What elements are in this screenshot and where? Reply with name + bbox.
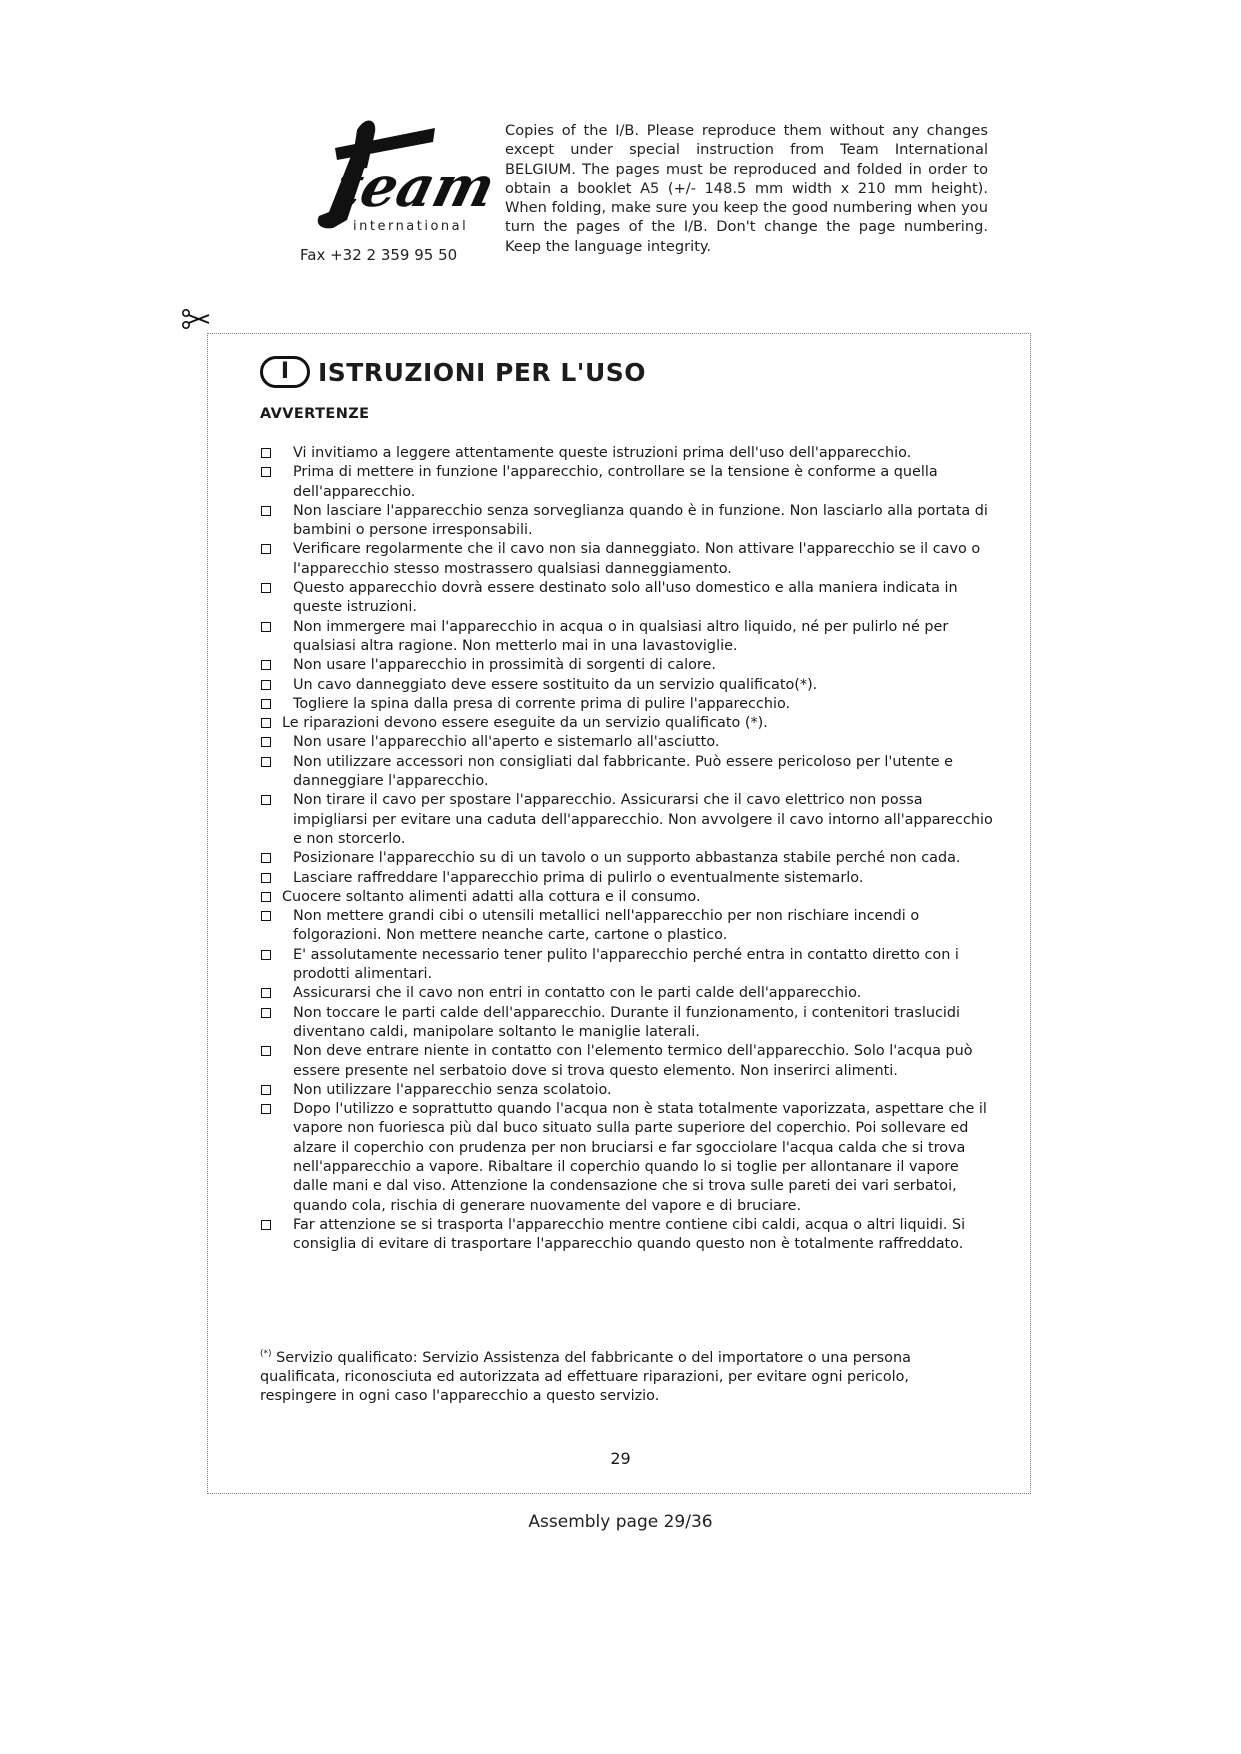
- warning-text: Non utilizzare accessori non consigliati dal fabbricante. Può essere pericoloso per l'utente e danneggiare l'apparecchio.: [293, 753, 954, 790]
- checkbox-icon: [261, 583, 271, 593]
- warnings-list: [260, 444, 995, 1254]
- logo-word: team: [328, 154, 502, 220]
- list-item: [260, 502, 995, 541]
- list-item: [260, 618, 995, 657]
- warning-text: Non toccare le parti calde dell'apparecchio. Durante il funzionamento, i contenitori traslucidi diventano caldi, manipolare soltanto le maniglie laterali.: [293, 1004, 961, 1040]
- checkbox-icon: [261, 448, 271, 458]
- warning-text: Non lasciare l'apparecchio senza sorveglianza quando è in funzione. Non lasciarlo alla portata di bambini o persone irresponsabili.: [293, 502, 988, 539]
- checkbox-icon: [261, 873, 271, 883]
- list-item: [260, 1216, 995, 1255]
- checkbox-icon: [261, 622, 271, 632]
- list-item: [260, 540, 995, 579]
- checkbox-icon: [261, 467, 271, 477]
- warning-text: Questo apparecchio dovrà essere destinato solo all'uso domestico e alla maniera indicata in queste istruzioni.: [293, 580, 958, 616]
- section-heading: AVVERTENZE: [260, 406, 370, 422]
- warning-text: Non immergere mai l'apparecchio in acqua o in qualsiasi altro liquido, né per pulirlo né per qualsiasi altra ragione. Non metterlo mai in una lavastoviglie.: [293, 618, 949, 654]
- footnote-mark: (*): [260, 1349, 272, 1359]
- checkbox-icon: [261, 1220, 271, 1230]
- checkbox-icon: [261, 911, 271, 921]
- warning-text: Non usare l'apparecchio all'aperto e sistemarlo all'asciutto.: [293, 734, 720, 751]
- checkbox-icon: [261, 1085, 271, 1095]
- warning-text: E' assolutamente necessario tener pulito l'apparecchio perché entra in contatto diretto con i prodotti alimentari.: [293, 946, 959, 983]
- list-item: [260, 695, 995, 714]
- checkbox-icon: [261, 699, 271, 709]
- warning-text: Non deve entrare niente in contatto con l'elemento termico dell'apparecchio. Solo l'acqua può essere presente nel serbatoio dove si trova questo elemento. Non inserirci alimenti.: [293, 1043, 973, 1079]
- checkbox-icon: [261, 718, 271, 728]
- list-item: [260, 869, 995, 888]
- assembly-instructions-note: Copies of the I/B. Please reproduce them without any changes except under special instruction from Team International BELGIUM. The pages must be reproduced and folded in order to obtain a booklet A5 (+/- 148.5 mm width x 210 mm height). When folding, make sure you keep the good numbering when you turn the pages of the I/B. Don't change the page numbering. Keep the language integrity.: [505, 122, 988, 255]
- warning-text: Non utilizzare l'apparecchio senza scolatoio.: [293, 1081, 612, 1098]
- list-item: [260, 946, 995, 985]
- warning-text: Non mettere grandi cibi o utensili metallici nell'apparecchio per non rischiare incendi o folgorazioni. Non mettere neanche carte, cartone o plastico.: [293, 908, 920, 944]
- footnote: [260, 1345, 960, 1407]
- list-item: [260, 676, 995, 695]
- logo-subtitle: international: [353, 219, 469, 234]
- checkbox-icon: [261, 988, 271, 998]
- footnote-text: Servizio qualificato: Servizio Assistenza del fabbricante o del importatore o una persona qualificata, riconosciuta ed autorizzata ad effettuare riparazioni, per evitare ogni pericolo, respingere in ogni caso l'apparecchio a questo servizio.: [260, 1349, 911, 1405]
- fax-number: Fax +32 2 359 95 50: [300, 246, 458, 264]
- list-item: [260, 984, 995, 1003]
- checkbox-icon: [261, 660, 271, 670]
- list-item: [260, 656, 995, 675]
- document-title-row: [260, 352, 646, 392]
- checkbox-icon: [261, 950, 271, 960]
- warning-text: Un cavo danneggiato deve essere sostituito da un servizio qualificato(*).: [293, 676, 818, 693]
- warning-text: Prima di mettere in funzione l'apparecchio, controllare se la tensione è conforme a quella dell'apparecchio.: [293, 464, 938, 500]
- list-item: [260, 733, 995, 752]
- checkbox-icon: [261, 680, 271, 690]
- warning-text: Togliere la spina dalla presa di corrente prima di pulire l'apparecchio.: [293, 695, 791, 712]
- warning-text: Lasciare raffreddare l'apparecchio prima di pulirlo o eventualmente sistemarlo.: [293, 869, 864, 886]
- warning-text: Non usare l'apparecchio in prossimità di sorgenti di calore.: [293, 657, 716, 674]
- page-title: ISTRUZIONI PER L'USO: [318, 357, 647, 387]
- list-item: [260, 1100, 995, 1216]
- warning-text: Assicurarsi che il cavo non entri in contatto con le parti calde dell'apparecchio.: [293, 985, 862, 1002]
- assembly-page-label: Assembly page 29/36: [528, 1512, 713, 1532]
- checkbox-icon: [261, 795, 271, 805]
- list-item: [260, 849, 995, 868]
- checkbox-icon: [261, 1104, 271, 1114]
- warning-text: Vi invitiamo a leggere attentamente queste istruzioni prima dell'uso dell'apparecchio.: [293, 445, 912, 461]
- page-number: 29: [610, 1449, 631, 1468]
- checkbox-icon: [261, 1046, 271, 1056]
- warning-text: Cuocere soltanto alimenti adatti alla cottura e il consumo.: [282, 888, 701, 905]
- list-item: [260, 463, 995, 502]
- checkbox-icon: [261, 757, 271, 767]
- warning-text: Dopo l'utilizzo e soprattutto quando l'acqua non è stata totalmente vaporizzata, aspettare che il vapore non fuoriesca più dal buco situato sulla parte superiore del coperchio. Poi sollevare ed alzare il coperchio con prudenza per non bruciarsi e far sgocciolare l'acqua calda che si trova nell'apparecchio a vapore. Ribaltare il coperchio quando lo si toglie per allontanare il vapore dalle mani e dal viso. Attenzione la condensazione che si trova sulle pareti dei vari serbatoi, quando cola, rischia di generare nuovamente del vapore e di bruciare.: [293, 1101, 987, 1214]
- list-item: [260, 1042, 995, 1081]
- list-item: [260, 791, 995, 849]
- language-badge: I: [260, 356, 310, 388]
- list-item: [260, 714, 995, 733]
- warning-text: Posizionare l'apparecchio su di un tavolo o un supporto abbastanza stabile perché non cada.: [293, 850, 961, 867]
- list-item: [260, 444, 995, 463]
- list-item: [260, 753, 995, 792]
- warning-text: Verificare regolarmente che il cavo non sia danneggiato. Non attivare l'apparecchio se il cavo o l'apparecchio stesso mostrassero qualsiasi danneggiamento.: [293, 541, 981, 577]
- warning-text: Le riparazioni devono essere eseguite da un servizio qualificato (*).: [282, 715, 768, 732]
- scissors-icon: [181, 308, 211, 330]
- list-item: [260, 1004, 995, 1043]
- checkbox-icon: [261, 737, 271, 747]
- warning-text: Far attenzione se si trasporta l'apparecchio mentre contiene cibi caldi, acqua o altri liquidi. Si consiglia di evitare di trasportare l'apparecchio quando questo non è totalmente raffreddato.: [293, 1216, 966, 1253]
- list-item: [260, 1081, 995, 1100]
- checkbox-icon: [261, 1008, 271, 1018]
- list-item: [260, 888, 995, 907]
- list-item: [260, 907, 995, 946]
- team-international-logo: [285, 120, 502, 238]
- list-item: [260, 579, 995, 618]
- warning-text: Non tirare il cavo per spostare l'apparecchio. Assicurarsi che il cavo elettrico non possa impigliarsi per evitare una caduta dell'apparecchio. Non avvolgere il cavo intorno all'apparecchio e non storcerlo.: [293, 792, 993, 847]
- checkbox-icon: [261, 853, 271, 863]
- checkbox-icon: [261, 544, 271, 554]
- checkbox-icon: [261, 892, 271, 902]
- checkbox-icon: [261, 506, 271, 516]
